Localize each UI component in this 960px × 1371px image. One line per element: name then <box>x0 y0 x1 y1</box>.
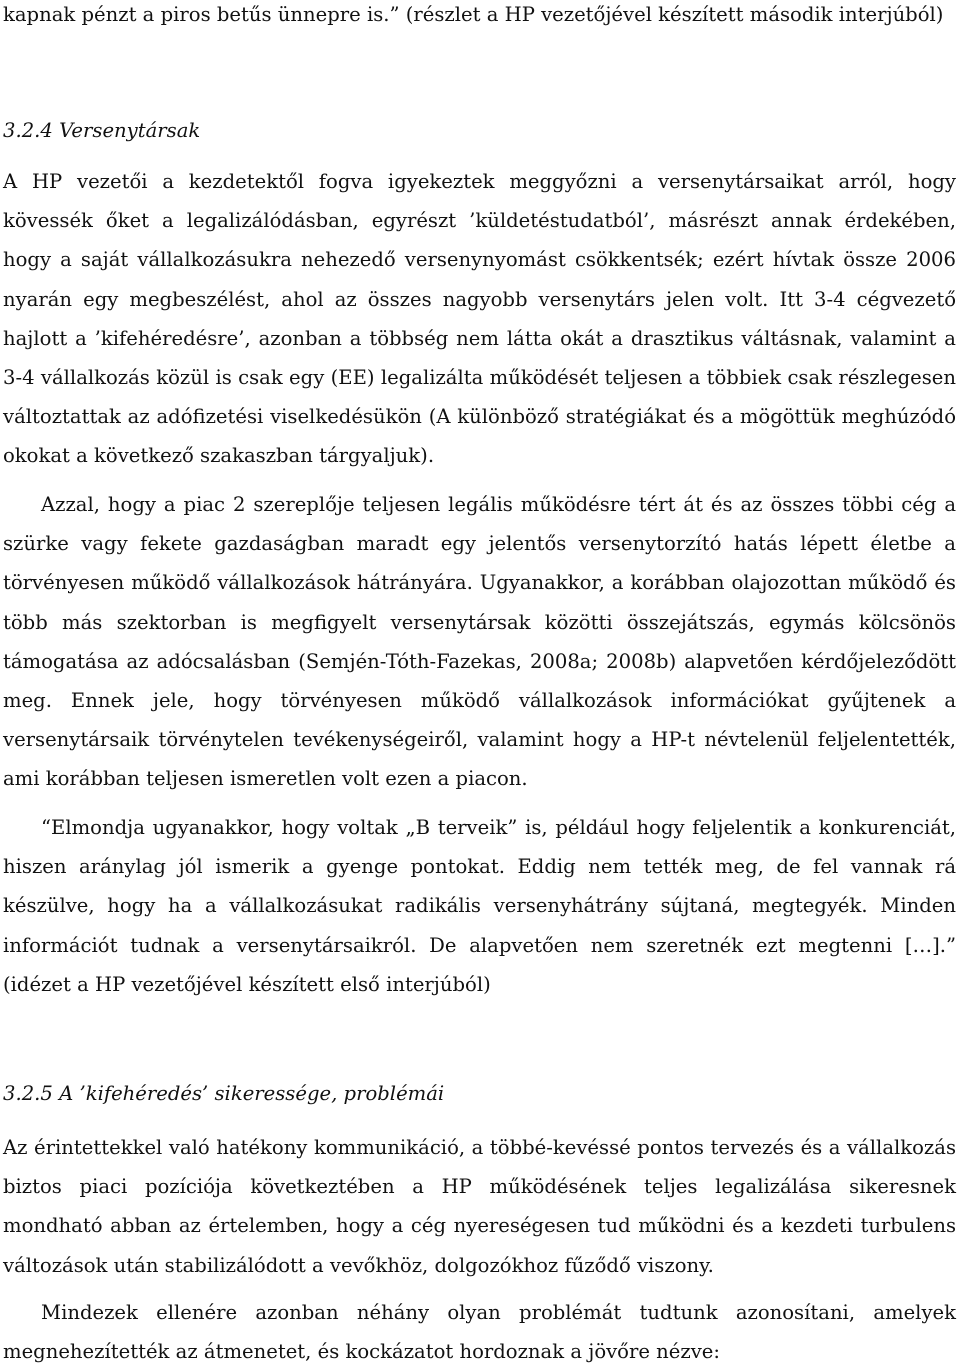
section-heading-kifeheredes: 3.2.5 A ’kifehéredés’ sikeressége, problémái <box>3 1082 445 1105</box>
body-paragraph: Mindezek ellenére azonban néhány olyan problémát tudtunk azonosítani, amelyek megnehezítették az átmenetet, és kockázatot hordoznak a jövőre nézve: <box>3 1301 956 1364</box>
section-heading-versenytarsak: 3.2.4 Versenytársak <box>3 119 201 142</box>
intro-paragraph-tail: kapnak pénzt a piros betűs ünnepre is.” (részlet a HP vezetőjével készített második interjúból) <box>3 3 944 26</box>
interview-quote: “Elmondja ugyanakkor, hogy voltak „B terveik” is, például hogy feljelentik a konkurenciát, hiszen aránylag jól ismerik a gyenge pontokat. Eddig nem tették meg, de fel vannak rá készülve, hogy ha a vállalkozásukat radikális versenyhátrány sújtaná, megtegyék. Minden információt tudnak a versenytársaikról. De alapvetően nem szeretnék ezt megtenni […].” (idézet a HP vezetőjével készített első interjúból) <box>3 816 956 996</box>
body-paragraph: Az érintettekkel való hatékony kommunikáció, a többé-kevéssé pontos tervezés és a vállalkozás biztos piaci pozíciója következtében a HP működésének teljes legalizálása sikeresnek mondható abban az értelemben, hogy a cég nyereségesen tud működni és a kezdeti turbulens változások után stabilizálódott a vevőkhöz, dolgozókhoz fűződő viszony. <box>3 1136 956 1277</box>
body-paragraph: A HP vezetői a kezdetektől fogva igyekeztek meggyőzni a versenytársaikat arról, hogy kövessék őket a legalizálódásban, egyrészt ’küldetéstudatból’, másrészt annak érdekében, hogy a saját vállalkozásukra nehezedő versenynyomást csökkentsék; ezért hívtak össze 2006 nyarán egy megbeszélést, ahol az összes nagyobb versenytárs jelen volt. Itt 3-4 cégvezető hajlott a ’kifehéredésre’, azonban a többség nem látta okát a drasztikus váltásnak, valamint a 3-4 vállalkozás közül is csak egy (EE) legalizálta működését teljesen a többiek csak részlegesen változtattak az adófizetési viselkedésükön (A különböző stratégiákat és a mögöttük meghúzódó okokat a következő szakaszban tárgyaljuk). <box>3 170 956 468</box>
body-paragraph: Azzal, hogy a piac 2 szereplője teljesen legális működésre tért át és az összes többi cég a szürke vagy fekete gazdaságban maradt egy jelentős versenytorzító hatás lépett életbe a törvényesen működő vállalkozások hátrányára. Ugyanakkor, a korábban olajozottan működő és több más szektorban is megfigyelt versenytársak közötti összejátszás, egymás kölcsönös támogatása az adócsalásban (Semjén-Tóth-Fazekas, 2008a; 2008b) alapvetően kérdőjeleződött meg. Ennek jele, hogy törvényesen működő vállalkozások információkat gyűjtenek a versenytársaik törvénytelen tevékenységeiről, valamint hogy a HP-t névtelenül feljelentették, ami korábban teljesen ismeretlen volt ezen a piacon. <box>3 493 956 791</box>
